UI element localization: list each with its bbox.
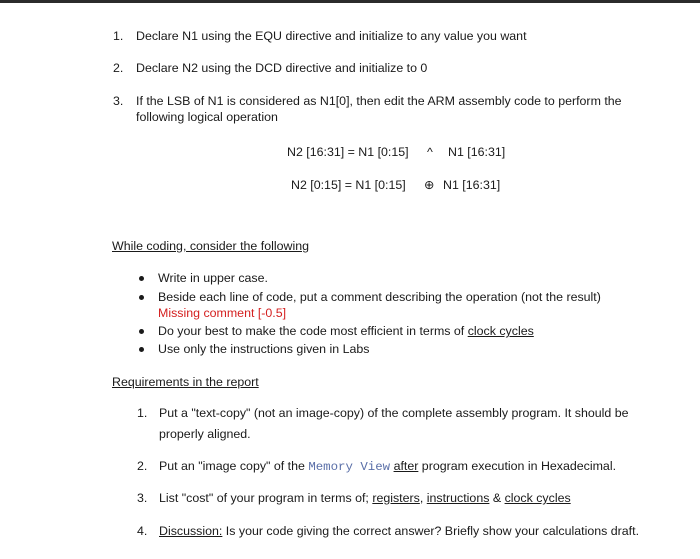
req-2-text — [159, 459, 616, 475]
bullet-icon — [139, 276, 144, 281]
coding-bullet-2: Beside each line of code, put a comment describing the operation (not the result) — [158, 290, 601, 304]
missing-comment-note: Missing comment [-0.5] — [158, 306, 287, 320]
equation-2-operator: ⊕ — [424, 178, 435, 192]
clock-cycles-link-2: clock cycles — [504, 491, 571, 505]
req-3-prefix: List "cost" of your program in terms of; — [159, 491, 373, 505]
clock-cycles-link: clock cycles — [467, 324, 534, 338]
req-1-number: 1. — [137, 406, 148, 420]
req-2-prefix: Put an "image copy" of the — [159, 459, 309, 473]
req-3-sep1: , — [419, 491, 427, 505]
equation-1-rhs: N1 [16:31] — [448, 145, 506, 159]
req-3-text — [159, 491, 571, 506]
memory-view-term: Memory View — [308, 460, 391, 474]
req-4-body: Is your code giving the correct answer? Briefly show your calculations draft. — [222, 524, 640, 538]
coding-heading: While coding, consider the following — [112, 239, 309, 253]
req-3-sep2: & — [489, 491, 505, 505]
task-1-number: 1. — [113, 29, 124, 43]
equation-1-operator: ^ — [427, 145, 433, 159]
registers-link: registers — [372, 491, 420, 505]
instructions-link: instructions — [426, 491, 490, 505]
report-heading: Requirements in the report — [112, 375, 259, 389]
after-emphasis: after — [393, 459, 419, 473]
discussion-label: Discussion: — [159, 524, 223, 538]
req-1-line1: Put a "text-copy" (not an image-copy) of the complete assembly program. It should be — [159, 406, 629, 420]
req-1-line2: properly aligned. — [159, 427, 251, 441]
task-2-number: 2. — [113, 61, 124, 75]
equation-1-lhs: N2 [16:31] = N1 [0:15] — [287, 145, 409, 159]
bullet-icon — [139, 295, 144, 300]
coding-bullet-4: Use only the instructions given in Labs — [158, 342, 370, 356]
req-4-number: 4. — [137, 524, 148, 538]
equation-2-rhs: N1 [16:31] — [443, 178, 501, 192]
coding-bullet-3-text: Do your best to make the code most efficient in terms of — [158, 324, 468, 338]
coding-bullet-3 — [158, 324, 534, 339]
bullet-icon — [139, 329, 144, 334]
equation-2-lhs: N2 [0:15] = N1 [0:15] — [291, 178, 406, 192]
top-border — [0, 0, 700, 3]
task-2-text: Declare N2 using the DCD directive and initialize to 0 — [136, 61, 428, 75]
coding-bullet-1: Write in upper case. — [158, 271, 268, 285]
req-2-number: 2. — [137, 459, 148, 473]
task-3-line2: following logical operation — [136, 110, 278, 124]
bullet-icon — [139, 347, 144, 352]
req-4-text — [159, 524, 639, 539]
task-1-text: Declare N1 using the EQU directive and initialize to any value you want — [136, 29, 527, 43]
task-3-number: 3. — [113, 94, 124, 108]
req-3-number: 3. — [137, 491, 148, 505]
task-3-line1: If the LSB of N1 is considered as N1[0], then edit the ARM assembly code to perform the — [136, 94, 622, 108]
req-2-suffix: program execution in Hexadecimal. — [418, 459, 617, 473]
